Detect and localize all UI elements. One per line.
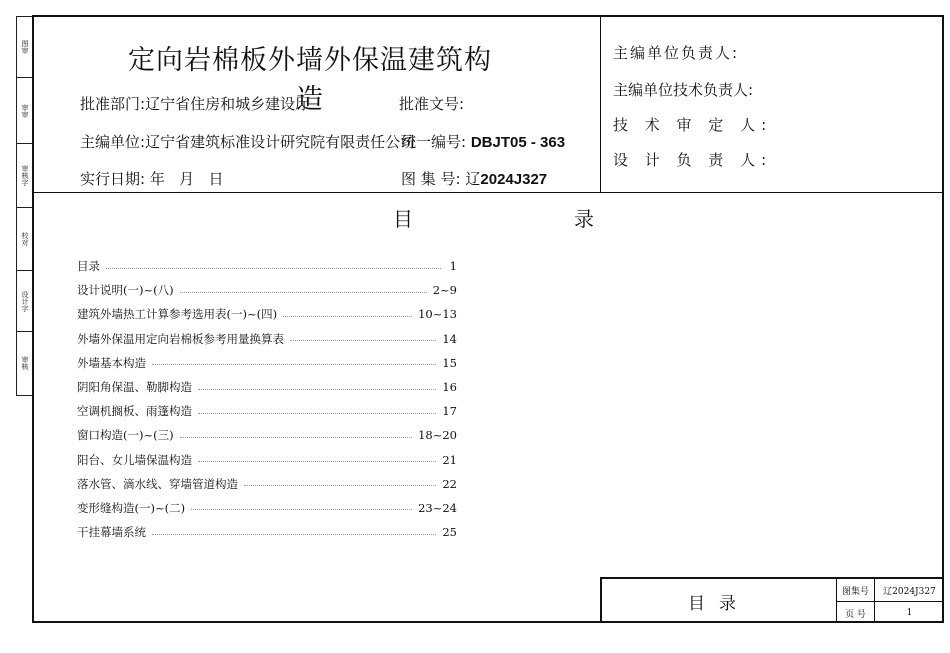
table-of-contents xyxy=(77,254,457,544)
toc-leader xyxy=(180,292,427,293)
toc-item-page: 18~20 xyxy=(418,428,457,443)
toc-leader xyxy=(283,316,412,317)
header-divider xyxy=(32,192,944,193)
binding-label: 审审 xyxy=(21,103,29,118)
chief-unit-label: 主编单位: xyxy=(80,133,146,151)
binding-label: 图审 xyxy=(21,40,29,54)
toc-item-page: 17 xyxy=(442,404,457,419)
binding-cell xyxy=(17,332,32,394)
toc-item-title: 窗口构造(一)~(三) xyxy=(77,428,174,443)
title-block-atlas-label: 图集号 xyxy=(841,586,869,597)
toc-item[interactable] xyxy=(77,496,457,520)
binding-cell xyxy=(17,78,32,144)
binding-label: 审核字 xyxy=(21,165,29,186)
toc-item-title: 干挂幕墙系统 xyxy=(77,525,146,540)
toc-item-page: 10~13 xyxy=(418,307,457,322)
title-block-name: 目录 xyxy=(688,593,750,614)
toc-item-title: 外墙基本构造 xyxy=(77,355,146,370)
unified-number-label: 统一编号: xyxy=(401,133,467,151)
header-vertical-divider xyxy=(600,15,601,193)
toc-item-title: 设计说明(一)~(八) xyxy=(77,283,174,298)
approval-dept-value: 辽宁省住房和城乡建设厅 xyxy=(145,95,311,113)
binding-label: 校对 xyxy=(21,232,29,246)
toc-item-page: 23~24 xyxy=(418,500,457,515)
toc-leader xyxy=(198,461,436,462)
atlas-number-prefix: 辽 xyxy=(465,170,481,188)
toc-leader xyxy=(198,389,436,390)
binding-cell xyxy=(17,271,32,332)
approval-doc-label: 批准文号: xyxy=(399,95,465,113)
toc-item-page: 14 xyxy=(442,331,457,346)
toc-item[interactable] xyxy=(77,423,457,447)
binding-cell xyxy=(17,17,32,78)
effective-date xyxy=(80,168,223,189)
toc-leader xyxy=(244,485,436,486)
toc-item[interactable] xyxy=(77,448,457,472)
toc-item[interactable] xyxy=(77,302,457,326)
toc-item-page: 21 xyxy=(442,452,457,467)
title-block-page-label: 页 号 xyxy=(845,609,866,620)
toc-item-page: 16 xyxy=(442,380,457,395)
toc-item[interactable] xyxy=(77,472,457,496)
toc-item-page: 25 xyxy=(442,525,457,540)
toc-item-title: 建筑外墙热工计算参考选用表(一)~(四) xyxy=(77,307,278,322)
atlas-number xyxy=(401,168,547,189)
toc-leader xyxy=(290,340,436,341)
toc-leader xyxy=(152,364,436,365)
toc-item-page: 15 xyxy=(442,355,457,370)
atlas-title: 定向岩棉板外墙外保温建筑构造 xyxy=(128,45,492,115)
chief-unit-value: 辽宁省建筑标准设计研究院有限责任公司 xyxy=(145,133,416,151)
unified-number-value: DBJT05 - 363 xyxy=(470,134,566,151)
toc-item-page: 22 xyxy=(442,476,457,491)
toc-item[interactable] xyxy=(77,278,457,302)
toc-item-title: 变形缝构造(一)~(二) xyxy=(77,500,186,515)
binding-strip xyxy=(16,16,32,396)
toc-leader xyxy=(191,509,412,510)
toc-item-title: 阳台、女儿墙保温构造 xyxy=(77,452,192,467)
toc-item[interactable] xyxy=(77,327,457,351)
toc-item-title: 目录 xyxy=(77,259,100,274)
toc-item[interactable] xyxy=(77,351,457,375)
title-block-atlas-value: 辽2024J327 xyxy=(883,586,936,597)
chief-unit xyxy=(80,131,415,152)
approval-dept xyxy=(80,93,310,114)
toc-item-title: 外墙外保温用定向岩棉板参考用量换算表 xyxy=(77,331,284,346)
technical-approver: 技 术 审 定 人: xyxy=(613,116,773,134)
toc-item-page: 1 xyxy=(449,259,457,274)
chief-unit-head: 主编单位负责人: xyxy=(613,44,740,62)
binding-label: 设计字 xyxy=(21,290,29,312)
binding-cell xyxy=(17,144,32,208)
toc-leader xyxy=(152,534,436,535)
atlas-number-label: 图 集 号: xyxy=(401,170,461,188)
toc-item[interactable] xyxy=(77,375,457,399)
toc-item[interactable] xyxy=(77,399,457,423)
toc-item[interactable] xyxy=(77,520,457,544)
toc-item-title: 阴阳角保温、勒脚构造 xyxy=(77,380,192,395)
toc-item-title: 落水管、滴水线、穿墙管道构造 xyxy=(77,476,238,491)
chief-unit-tech-head: 主编单位技术负责人: xyxy=(613,81,754,99)
toc-leader xyxy=(106,268,441,269)
binding-cell xyxy=(17,208,32,271)
title-block-page-value: 1 xyxy=(906,608,913,618)
toc-item-title: 空调机搁板、雨篷构造 xyxy=(77,404,192,419)
effective-date-label: 实行日期: xyxy=(80,170,146,188)
effective-date-value: 年 月 日 xyxy=(149,170,224,188)
toc-item[interactable] xyxy=(77,254,457,278)
atlas-number-value: 2024J327 xyxy=(480,171,548,188)
approval-doc xyxy=(399,93,464,114)
design-lead: 设 计 负 责 人: xyxy=(613,151,773,169)
approval-dept-label: 批准部门: xyxy=(80,95,146,113)
toc-leader xyxy=(180,437,413,438)
unified-number xyxy=(401,131,565,152)
page-heading-right: 录 xyxy=(574,207,594,231)
toc-item-page: 2~9 xyxy=(432,283,457,298)
title-block xyxy=(600,577,944,623)
page-heading-left: 目 xyxy=(393,207,413,231)
toc-leader xyxy=(198,413,436,414)
binding-label: 审核 xyxy=(21,356,29,370)
